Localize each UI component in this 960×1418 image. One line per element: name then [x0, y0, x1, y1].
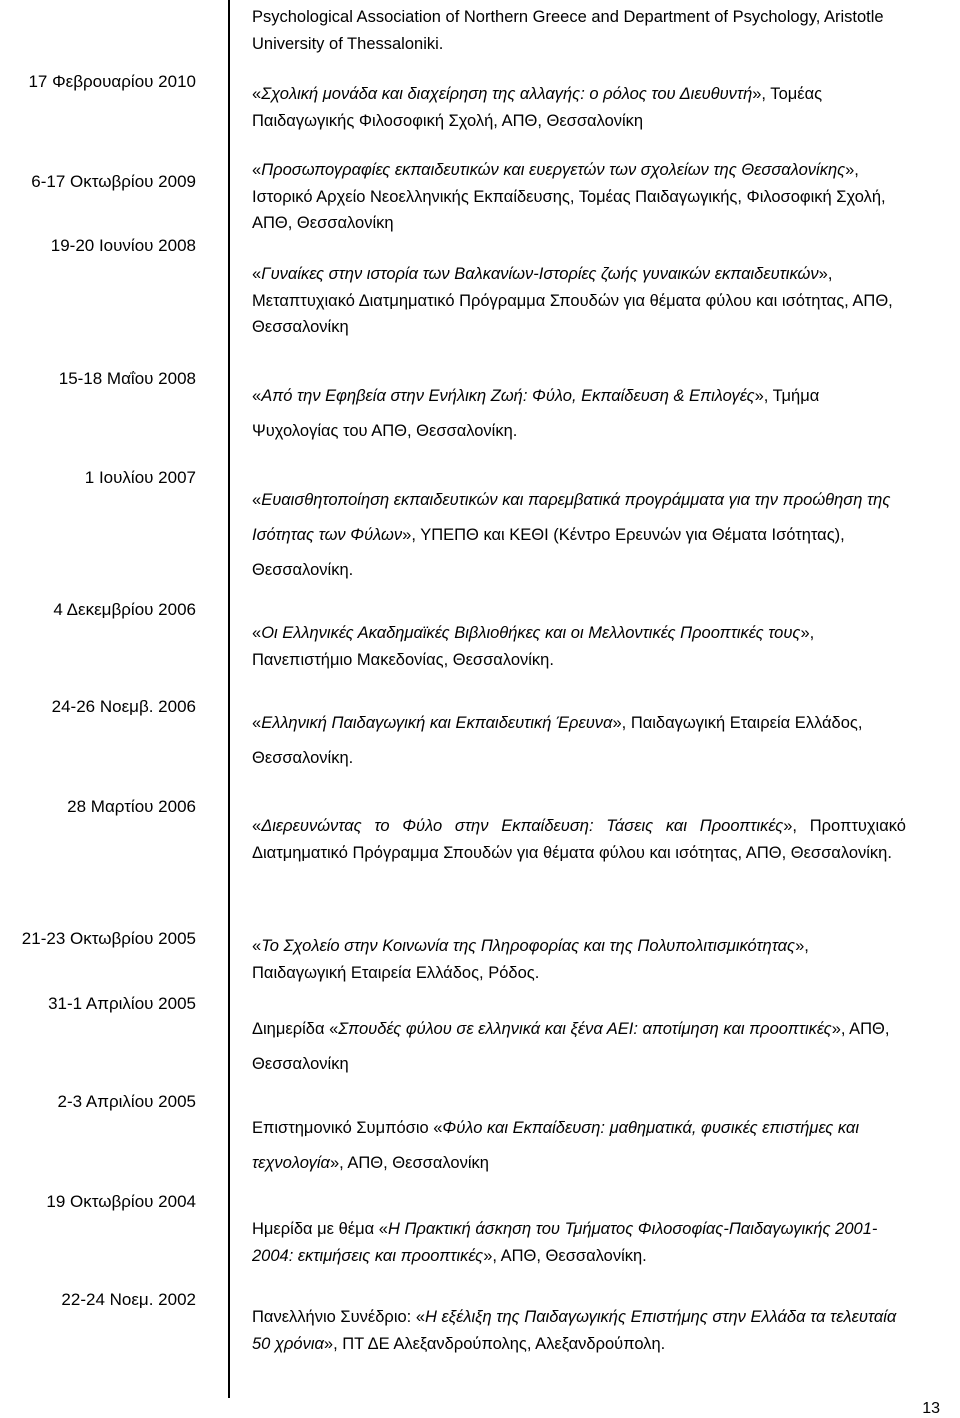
- entry: «Ελληνική Παιδαγωγική και Εκπαιδευτική Έρευνα», Παιδαγωγική Εταιρεία Ελλάδος, Θεσσαλονίκη.: [252, 714, 863, 767]
- date-label: 28 Μαρτίου 2006: [67, 797, 196, 816]
- date-label: 19 Οκτωβρίου 2004: [46, 1192, 196, 1211]
- entry: «Διερευνώντας το Φύλο στην Εκπαίδευση: Τάσεις και Προοπτικές», Προπτυχιακό Διατμηματικό Πρόγραμμα Σπουδών για θέματα φύλου και ισότητας, ΑΠΘ, Θεσσαλονίκη.: [252, 817, 906, 862]
- entry: «Γυναίκες στην ιστορία των Βαλκανίων-Ιστορίες ζωής γυναικών εκπαιδευτικών», Μεταπτυχιακό Διατμηματικό Πρόγραμμα Σπουδών για θέματα φύλου και ισότητας, ΑΠΘ, Θεσσαλονίκη: [252, 265, 893, 336]
- column-divider: [228, 0, 230, 1398]
- entry: «Το Σχολείο στην Κοινωνία της Πληροφορίας και της Πολυπολιτισμικότητας», Παιδαγωγική Εταιρεία Ελλάδος, Ρόδος.: [252, 937, 809, 982]
- entry: Διημερίδα «Σπουδές φύλου σε ελληνικά και ξένα ΑΕΙ: αποτίμηση και προοπτικές», ΑΠΘ, Θεσσαλονίκη: [252, 1020, 890, 1073]
- date-label: 22-24 Νοεμ. 2002: [61, 1290, 196, 1309]
- date-label: 17 Φεβρουαρίου 2010: [28, 72, 196, 91]
- date-label: 4 Δεκεμβρίου 2006: [53, 600, 196, 619]
- entry: «Από την Εφηβεία στην Ενήλικη Ζωή: Φύλο, Εκπαίδευση & Επιλογές», Τμήμα Ψυχολογίας του ΑΠΘ, Θεσσαλονίκη.: [252, 387, 820, 440]
- entry: «Ευαισθητοποίηση εκπαιδευτικών και παρεμβατικά προγράμματα για την προώθηση της Ισότητας των Φύλων», ΥΠΕΠΘ και ΚΕΘΙ (Κέντρο Ερευνών για Θέματα Ισότητας), Θεσσαλονίκη.: [252, 491, 891, 579]
- date-label: 21-23 Οκτωβρίου 2005: [21, 929, 196, 948]
- date-label: 6-17 Οκτωβρίου 2009: [31, 172, 196, 191]
- entry: «Προσωπογραφίες εκπαιδευτικών και ευεργετών των σχολείων της Θεσσαλονίκης», Ιστορικό Αρχείο Νεοελληνικής Εκπαίδευσης, Τομέας Παιδαγωγικής, Φιλοσοφική Σχολή, ΑΠΘ, Θεσσαλονίκη: [252, 161, 886, 232]
- date-label: 19-20 Ιουνίου 2008: [50, 236, 196, 255]
- date-label: 31-1 Απριλίου 2005: [48, 994, 196, 1013]
- date-label: 15-18 Μαΐου 2008: [58, 369, 196, 388]
- date-label: 24-26 Νοεμβ. 2006: [51, 697, 196, 716]
- entry: Ημερίδα με θέμα «Η Πρακτική άσκηση του Τμήματος Φιλοσοφίας-Παιδαγωγικής 2001-2004: εκτιμήσεις και προοπτικές», ΑΠΘ, Θεσσαλονίκη.: [252, 1220, 878, 1265]
- date-label: 2-3 Απριλίου 2005: [57, 1092, 196, 1111]
- date-label: 1 Ιουλίου 2007: [84, 468, 196, 487]
- page-number: 13: [922, 1400, 940, 1417]
- entry: Επιστημονικό Συμπόσιο «Φύλο και Εκπαίδευση: μαθηματικά, φυσικές επιστήμες και τεχνολογία», ΑΠΘ, Θεσσαλονίκη: [252, 1119, 860, 1172]
- entry: «Σχολική μονάδα και διαχείρηση της αλλαγής: ο ρόλος του Διευθυντή», Τομέας Παιδαγωγικής Φιλοσοφική Σχολή, ΑΠΘ, Θεσσαλονίκη: [252, 85, 823, 130]
- entry: Psychological Association of Northern Greece and Department of Psychology, Aristotle University of Thessaloniki.: [252, 8, 884, 53]
- entry: Πανελλήνιο Συνέδριο: «Η εξέλιξη της Παιδαγωγικής Επιστήμης στην Ελλάδα τα τελευταία 50 χρόνια», ΠΤ ΔΕ Αλεξανδρούπολης, Αλεξανδρούπολη.: [252, 1308, 897, 1353]
- entry: «Οι Ελληνικές Ακαδημαϊκές Βιβλιοθήκες και οι Μελλοντικές Προοπτικές τους», Πανεπιστήμιο Μακεδονίας, Θεσσαλονίκη.: [252, 624, 815, 669]
